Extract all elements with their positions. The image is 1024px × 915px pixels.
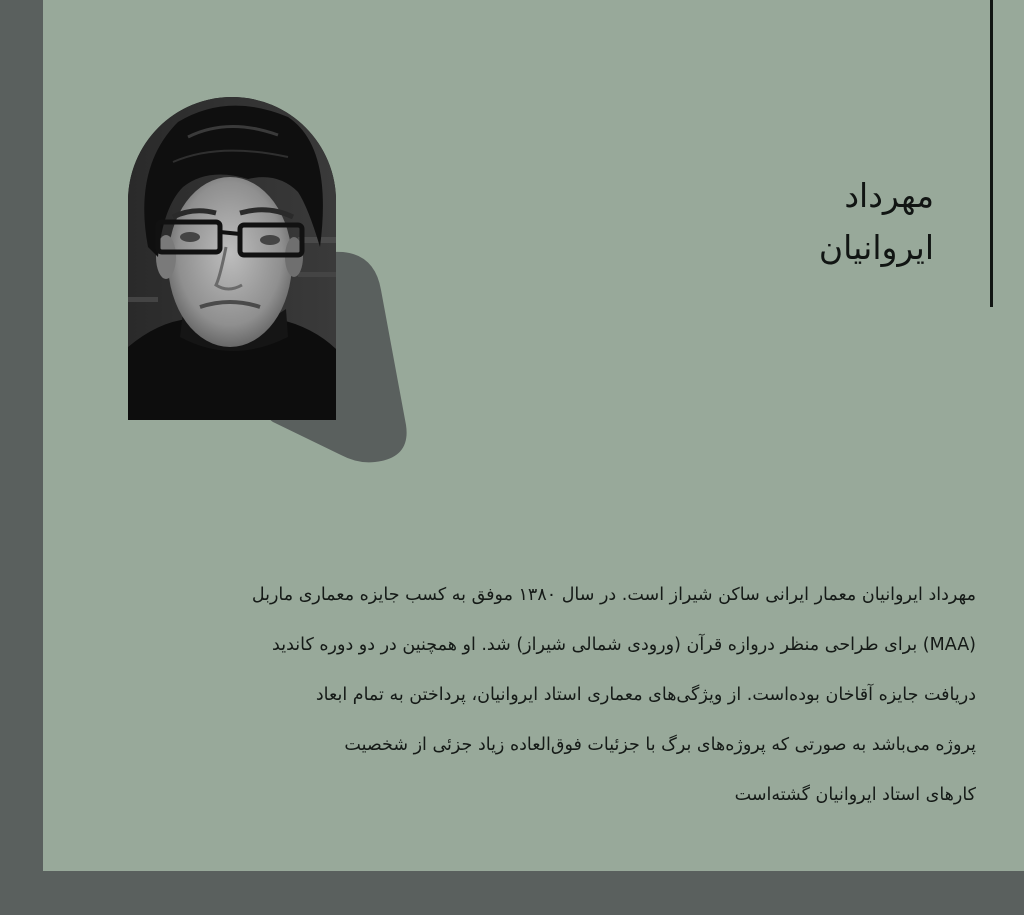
- bio-line: کارهای استاد ایروانیان گشته‌است: [734, 785, 976, 805]
- last-name: ایروانیان: [818, 228, 934, 267]
- bio-line: مهرداد ایروانیان معمار ایرانی ساکن شیراز است. در سال ۱۳۸۰ موفق به کسب جایزه معماری ماربل: [251, 585, 976, 605]
- vertical-divider-line: [990, 0, 993, 307]
- profile-name: [819, 170, 934, 274]
- portrait-photo: [128, 97, 336, 420]
- biography-paragraph: [131, 570, 976, 820]
- bio-line: دریافت جایزه آقاخان بوده‌است. از ویژگی‌های معماری استاد ایروانیان، پرداختن به تمام ابعاد: [315, 685, 976, 705]
- first-name: مهرداد: [844, 176, 934, 215]
- portrait-image: [128, 97, 336, 420]
- bio-line: پروژه می‌باشد به صورتی که پروژه‌های برگ با جزئیات فوق‌العاده زیاد جزئی از شخصیت: [344, 735, 976, 755]
- bio-line: (MAA) برای طراحی منظر دروازه قرآن (ورودی شمالی شیراز) شد. او همچنین در دو دوره کاندید: [272, 635, 976, 655]
- content-panel: [43, 0, 1024, 871]
